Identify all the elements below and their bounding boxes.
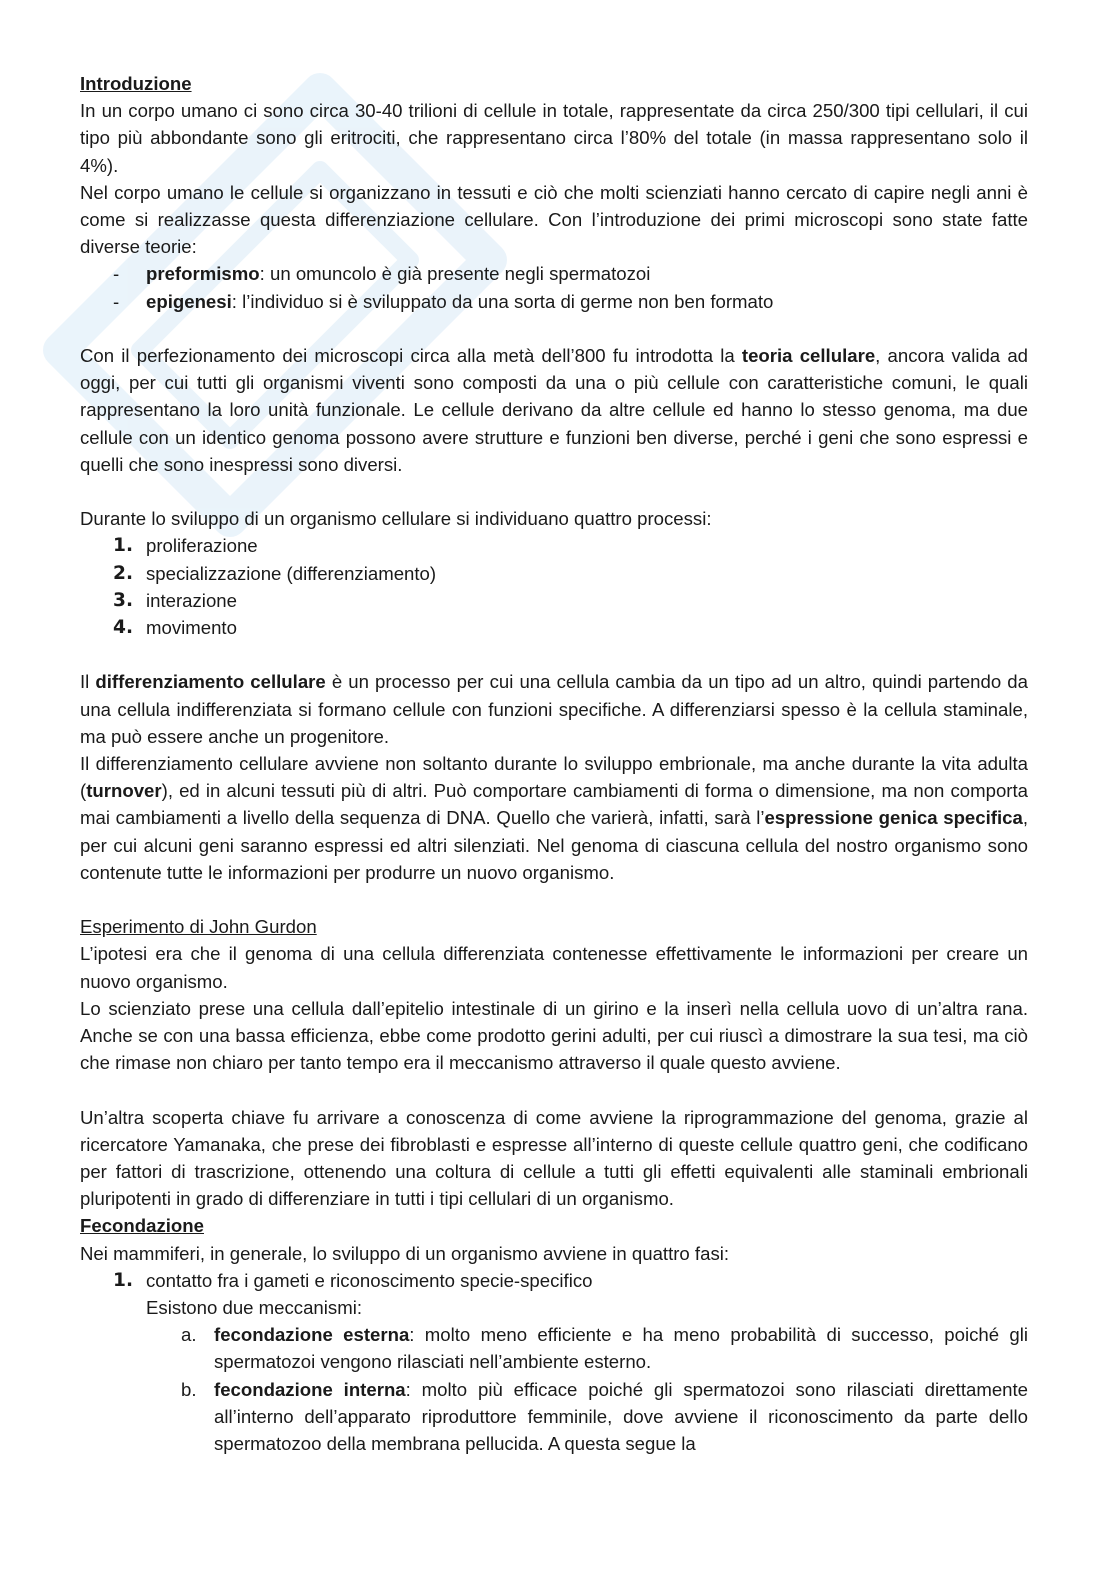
paragraph: Durante lo sviluppo di un organismo cellulare si individuano quattro processi: — [80, 508, 712, 530]
list-item-text: movimento — [146, 617, 237, 639]
processes-list — [80, 532, 1028, 641]
list-item-text: : molto più efficace poiché gli spermatozoi sono rilasciati direttamente all’interno dell’apparato riproduttore femminile, dove avviene il riconoscimento da parte dello spermatozoo della membrana pellucida. A questa segue la — [214, 1378, 1029, 1455]
phases-list — [80, 1267, 1028, 1294]
theories-list — [80, 260, 1028, 314]
text-run: , per cui alcuni geni saranno espressi ed altri silenziati. Nel genoma di ciascuna cellula del nostro organismo sono contenute tutte le informazioni per produrre un nuovo organismo. — [80, 807, 1028, 883]
paragraph — [80, 342, 1028, 478]
list-item-text: : molto meno efficiente e ha meno probabilità di successo, poiché gli spermatozoi vengono rilasciati nell’ambiente esterno. — [214, 1324, 1028, 1373]
section-heading-introduzione: Introduzione — [80, 73, 192, 94]
term: differenziamento cellulare — [95, 671, 326, 693]
list-item-text: interazione — [146, 589, 237, 611]
list-marker: - — [113, 263, 120, 285]
paragraph: In un corpo umano ci sono circa 30-40 trilioni di cellule in totale, rappresentate da circa 250/300 tipi cellulari, il cui tipo più abbondante sono gli eritrociti, che rappresentano circa l’80% del totale (in massa rappresentano solo il 4%). — [80, 100, 1028, 176]
term: fecondazione interna — [214, 1378, 406, 1400]
list-item-text: proliferazione — [146, 535, 258, 557]
list-item — [80, 560, 1028, 587]
document-page — [80, 70, 1028, 1457]
list-item-text: contatto fra i gameti e riconoscimento specie-specifico — [146, 1269, 593, 1291]
text-run: Il differenziamento cellulare avviene non soltanto durante lo sviluppo embrionale, ma anche durante la vita adulta ( — [80, 753, 1028, 802]
list-marker: 1. — [113, 1269, 134, 1291]
term: preformismo — [146, 263, 260, 285]
paragraph: Nei mammiferi, in generale, lo sviluppo di un organismo avviene in quattro fasi: — [80, 1242, 730, 1264]
section-heading-gurdon: Esperimento di John Gurdon — [80, 916, 317, 938]
text-run: ), ed in alcuni tessuti più di altri. Può comportare cambiamenti di forma o dimensione, ma non comporta mai cambiamenti a livello della sequenza di DNA. Quello che varierà, infatti, sarà l’ — [80, 780, 1028, 829]
term: epigenesi — [146, 290, 232, 312]
mechanisms-list — [80, 1321, 1028, 1457]
list-item-text: : l’individuo si è sviluppato da una sorta di germe non ben formato — [231, 290, 774, 312]
list-marker: 1. — [113, 535, 134, 557]
list-marker: 3. — [113, 589, 134, 611]
paragraph — [80, 668, 1028, 750]
paragraph: Un’altra scoperta chiave fu arrivare a conoscenza di come avviene la riprogrammazione del genoma, grazie al ricercatore Yamanaka, che prese dei fibroblasti e espresse all’interno di queste cellule quattro geni, che codificano per fattori di trascrizione, ottenendo una coltura di cellule a tutti gli effetti equivalenti alle staminali embrionali pluripotenti in grado di differenziare in tutti i tipi cellulari di un organismo. — [80, 1106, 1028, 1210]
paragraph: L’ipotesi era che il genoma di una cellula differenziata contenesse effettivamente le informazioni per creare un nuovo organismo. — [80, 943, 1028, 992]
paragraph — [80, 750, 1028, 886]
paragraph: Nel corpo umano le cellule si organizzano in tessuti e ciò che molti scienziati hanno cercato di capire negli anni è come si realizzasse questa differenziazione cellulare. Con l’introduzione dei primi microscopi sono state fatte diverse teorie: — [80, 181, 1028, 258]
list-item — [80, 614, 1028, 641]
section-heading-fecondazione: Fecondazione — [80, 1215, 204, 1237]
list-marker: a. — [181, 1324, 197, 1346]
list-item — [80, 1321, 1028, 1375]
list-item — [80, 1267, 1028, 1294]
list-item — [80, 587, 1028, 614]
text-run: Con il perfezionamento dei microscopi circa alla metà dell’800 fu introdotta la — [80, 345, 742, 367]
list-item — [80, 260, 1028, 287]
term: teoria cellulare — [741, 345, 876, 367]
term: fecondazione esterna — [214, 1324, 410, 1346]
list-marker: - — [113, 290, 120, 312]
term: turnover — [86, 780, 162, 802]
paragraph: Esistono due meccanismi: — [146, 1297, 362, 1319]
list-item — [80, 288, 1028, 315]
term: espressione genica specifica — [764, 807, 1023, 829]
list-item-text: : un omuncolo è già presente negli spermatozoi — [259, 263, 651, 285]
text-run: Il — [80, 671, 96, 693]
list-item — [80, 532, 1028, 559]
text-run: è un processo per cui una cellula cambia da un tipo ad un altro, quindi partendo da una cellula indifferenziata si formano cellule con funzioni specifiche. A differenziarsi spesso è la cellula staminale, ma può essere anche un progenitore. — [80, 671, 1028, 747]
list-item-text: specializzazione (differenziamento) — [146, 562, 437, 584]
list-marker: 4. — [113, 617, 134, 639]
list-marker: 2. — [113, 562, 134, 584]
text-run: , ancora valida ad oggi, per cui tutti gli organismi viventi sono composti da una o più cellule con caratteristiche comuni, le quali rappresentano la loro unità funzionale. Le cellule derivano da altre cellule ed hanno lo stesso genoma, ma due cellule con un identico genoma possono avere strutture e funzioni ben diverse, perché i geni che sono espressi e quelli che sono inespressi sono diversi. — [80, 345, 1029, 475]
list-item — [80, 1376, 1028, 1458]
paragraph: Lo scienziato prese una cellula dall’epitelio intestinale di un girino e la inserì nella cellula uovo di un’altra rana. Anche se con una bassa efficienza, ebbe come prodotto gerini adulti, per cui riuscì a dimostrare la sua tesi, ma ciò che rimase non chiaro per tanto tempo era il meccanismo attraverso il quale questo avviene. — [80, 997, 1028, 1074]
list-marker: b. — [181, 1378, 197, 1400]
